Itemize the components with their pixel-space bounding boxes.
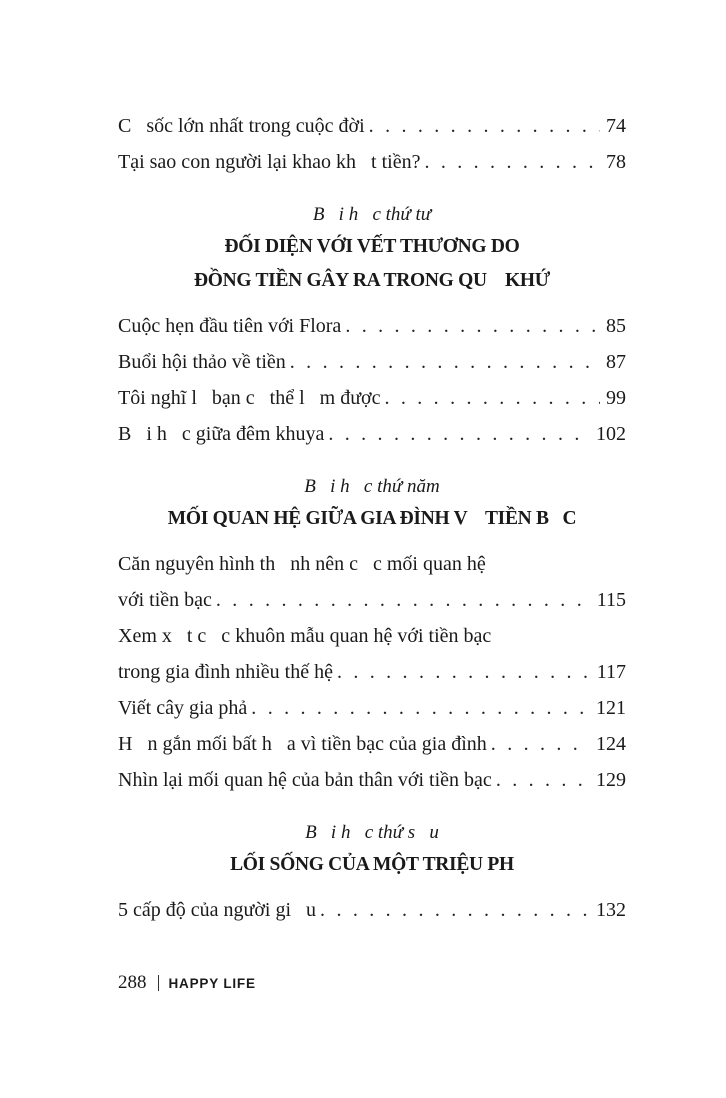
section-heading-line: ĐỐI DIỆN VỚI VẾT THƯƠNG DO — [224, 236, 520, 257]
toc-entry — [118, 690, 626, 726]
dot-leader — [491, 726, 590, 762]
toc-entry — [118, 546, 626, 618]
toc-entry-title: B i h c giữa đêm khuya — [118, 423, 325, 445]
toc-entry-page: 129 — [596, 769, 626, 791]
toc-entry-page: 121 — [596, 697, 626, 719]
footer-series-name: HAPPY LIFE — [168, 975, 256, 991]
toc-entry — [118, 380, 626, 416]
toc-entry-title: 5 cấp độ của người gi u — [118, 899, 317, 921]
toc-entry-title: Tại sao con người lại khao kh t tiền? — [118, 151, 421, 173]
dot-leader — [424, 144, 600, 180]
toc-entry-page: 132 — [596, 899, 626, 921]
dot-leader — [369, 108, 600, 144]
toc-entry — [118, 308, 626, 344]
footer-divider — [158, 975, 159, 991]
section-6-header — [118, 818, 626, 882]
section-label: B i h c thứ năm — [304, 476, 440, 497]
dot-leader — [328, 416, 590, 452]
dot-leader — [290, 344, 600, 380]
toc-entry-title: Cuộc hẹn đầu tiên với Flora — [118, 315, 342, 337]
table-of-contents — [118, 108, 626, 928]
toc-entry — [118, 108, 626, 144]
toc-entry-title: Xem x t c c khuôn mẫu quan hệ với tiền bạc — [118, 625, 492, 647]
toc-entry — [118, 892, 626, 928]
toc-entry-title: C sốc lớn nhất trong cuộc đời — [118, 115, 365, 137]
dot-leader — [384, 380, 600, 416]
toc-entry-title: Căn nguyên hình th nh nên c c mối quan hệ — [118, 553, 486, 575]
toc-entry-page: 74 — [606, 115, 626, 137]
toc-entry — [118, 726, 626, 762]
toc-entry-page: 115 — [596, 589, 626, 611]
section-4-header — [118, 200, 626, 298]
toc-entry-title: Nhìn lại mối quan hệ của bản thân với tiền bạc — [118, 769, 492, 791]
footer-page-number: 288 — [118, 972, 147, 993]
section-label: B i h c thứ tư — [312, 204, 432, 225]
dot-leader — [496, 762, 590, 798]
toc-entry — [118, 344, 626, 380]
toc-entry-page: 124 — [596, 733, 626, 755]
toc-entry-page: 78 — [606, 151, 626, 173]
section-heading-line: MỐI QUAN HỆ GIỮA GIA ĐÌNH V TIỀN B C — [167, 508, 577, 529]
toc-entry-page: 117 — [596, 661, 626, 683]
toc-entry-page: 85 — [606, 315, 626, 337]
section-label: B i h c thứ s u — [305, 822, 439, 843]
section-heading-line: LỐI SỐNG CỦA MỘT TRIỆU PH — [230, 854, 514, 875]
section-heading-line: ĐỒNG TIỀN GÂY RA TRONG QU KHỨ — [193, 270, 551, 291]
toc-entry-title: Buổi hội thảo về tiền — [118, 351, 286, 373]
dot-leader — [251, 690, 590, 726]
toc-entry-title: Viết cây gia phả — [118, 697, 248, 719]
toc-entry-title-cont: với tiền bạc — [118, 589, 212, 611]
section-5-header — [118, 472, 626, 536]
dot-leader — [320, 892, 590, 928]
toc-entry-title: Tôi nghĩ l bạn c thể l m được — [118, 387, 381, 409]
dot-leader — [216, 582, 591, 618]
toc-entry — [118, 762, 626, 798]
toc-entry — [118, 618, 626, 690]
dot-leader — [337, 654, 591, 690]
toc-entry-page: 102 — [596, 423, 626, 445]
page-footer — [118, 972, 256, 994]
toc-entry — [118, 416, 626, 452]
toc-entry — [118, 144, 626, 180]
dot-leader — [345, 308, 600, 344]
toc-entry-title-cont: trong gia đình nhiều thế hệ — [118, 661, 333, 683]
toc-entry-page: 87 — [606, 351, 626, 373]
toc-entry-page: 99 — [606, 387, 626, 409]
toc-entry-title: H n gắn mối bất h a vì tiền bạc của gia đình — [118, 733, 487, 755]
